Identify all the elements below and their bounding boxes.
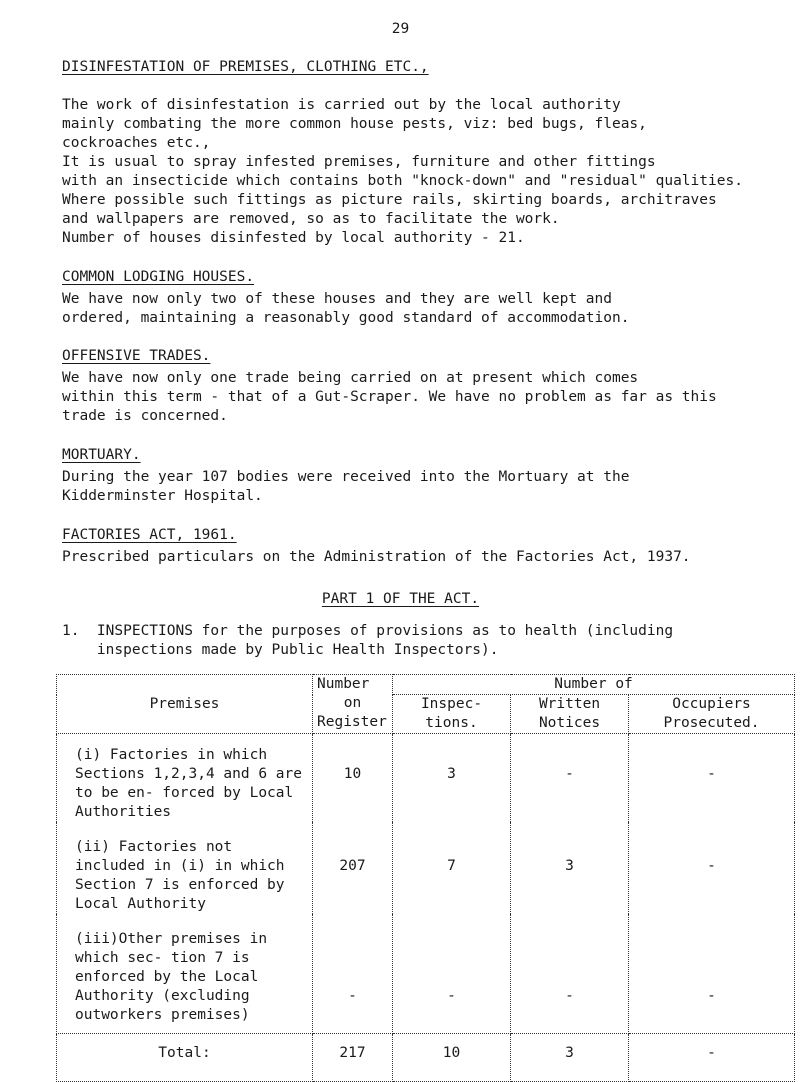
disinfestation-line-6: Where possible such fittings as picture rails, skirting boards, architraves [62,192,717,208]
header-register-line-2: on [343,695,362,711]
lodging-line-1: We have now only two of these houses and they are well kept and [62,291,612,307]
mortuary-line-1: During the year 107 bodies were received into the Mortuary at the [62,469,630,485]
offensive-line-2: within this term - that of a Gut-Scraper. We have no problem as far as this [62,389,717,405]
lodging-line-2: ordered, maintaining a reasonably good standard of accommodation. [62,310,630,326]
cell-inspections: - [393,914,511,1034]
total-notices: 3 [511,1034,629,1082]
row-label-other-premises: (iii)Other premises in which sec- tion 7 is enforced by the Local Authority (excluding outworkers premises) [75,931,268,1023]
disinfestation-line-8: Number of houses disinfested by local authority - 21. [62,230,525,246]
heading-common-lodging-houses: COMMON LODGING HOUSES. [62,269,255,285]
part1-item-line-1: 1. INSPECTIONS for the purposes of provisions as to health (including [62,623,674,639]
disinfestation-line-4: It is usual to spray infested premises, furniture and other fittings [62,154,656,170]
header-inspections [393,695,511,734]
header-register-line-3: Register [317,714,387,730]
total-prosecuted: - [629,1034,795,1082]
cell-prosecuted: - [629,822,795,914]
row-label-factories-sections: (i) Factories in which Sections 1,2,3,4 and 6 are to be en- forced by Local Authorities [75,747,302,820]
disinfestation-line-3: cockroaches etc., [62,135,211,151]
row-label-factories-section-7: (ii) Factories not included in (i) in which Section 7 is enforced by Local Authority [75,839,285,912]
disinfestation-line-7: and wallpapers are removed, so as to facilitate the work. [62,211,560,227]
cell-notices: 3 [511,822,629,914]
header-register-line-1: Number [317,676,370,692]
mortuary-line-2: Kidderminster Hospital. [62,488,263,504]
disinfestation-line-5: with an insecticide which contains both "knock-down" and "residual" qualities. [62,173,743,189]
cell-notices: - [511,914,629,1034]
factories-line-1: Prescribed particulars on the Administration of the Factories Act, 1937. [62,549,691,565]
table-row [57,734,795,823]
heading-mortuary: MORTUARY. [62,447,141,463]
header-written-line-2: Notices [538,715,601,731]
header-occupiers-line-1: Occupiers [672,696,751,712]
header-premises: Premises [57,675,313,734]
cell-register: - [313,914,393,1034]
offensive-line-1: We have now only one trade being carried on at present which comes [62,370,639,386]
heading-factories-act: FACTORIES ACT, 1961. [62,527,237,543]
header-occupiers-prosecuted [629,695,795,734]
offensive-line-3: trade is concerned. [62,408,228,424]
table-row [57,822,795,914]
total-label: Total: [57,1034,313,1082]
table-total-row [57,1034,795,1082]
header-number-on-register [313,675,393,734]
cell-inspections: 3 [393,734,511,823]
heading-part-1: PART 1 OF THE ACT. [321,591,480,607]
header-inspections-line-2: tions. [425,715,478,731]
header-written-notices [511,695,629,734]
cell-inspections: 7 [393,822,511,914]
table-row [57,914,795,1034]
header-written-line-1: Written [538,696,601,712]
total-register: 217 [313,1034,393,1082]
heading-offensive-trades: OFFENSIVE TRADES. [62,348,211,364]
cell-notices: - [511,734,629,823]
inspections-table [56,674,795,1082]
table-header-row-1 [57,675,795,695]
total-inspections: 10 [393,1034,511,1082]
header-inspections-line-1: Inspec- [420,696,483,712]
header-number-of: Number of [393,675,795,695]
cell-register: 207 [313,822,393,914]
header-occupiers-line-2: Prosecuted. [663,715,760,731]
disinfestation-line-2: mainly combating the more common house pests, viz: bed bugs, fleas, [62,116,647,132]
cell-prosecuted: - [629,734,795,823]
heading-disinfestation: DISINFESTATION OF PREMISES, CLOTHING ETC., [62,59,429,75]
cell-prosecuted: - [629,914,795,1034]
disinfestation-line-1: The work of disinfestation is carried out by the local authority [62,97,621,113]
cell-register: 10 [313,734,393,823]
part1-item-line-2: inspections made by Public Health Inspectors). [62,642,499,658]
page-number: 29 [391,21,410,37]
